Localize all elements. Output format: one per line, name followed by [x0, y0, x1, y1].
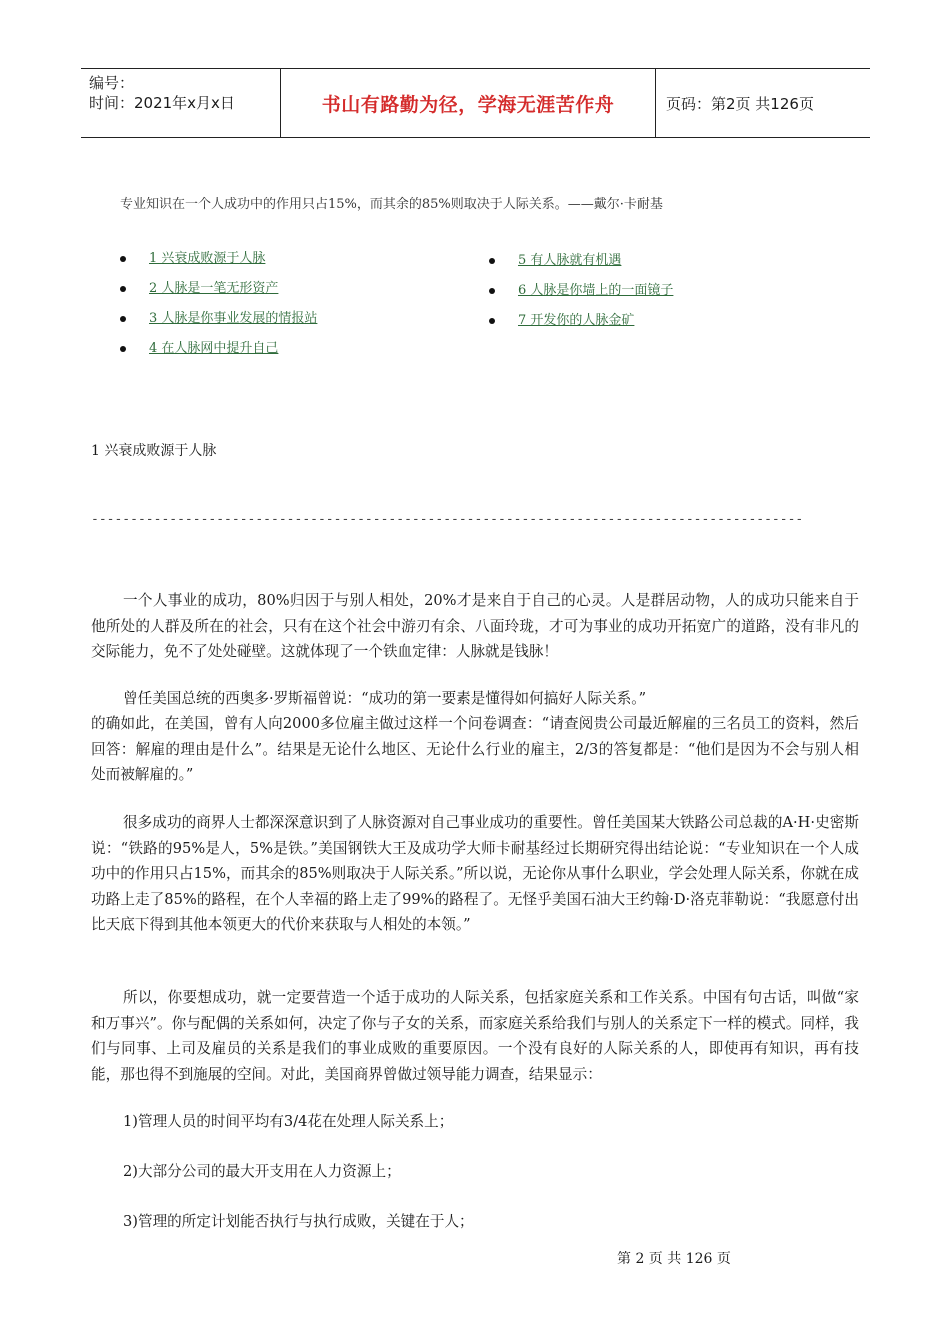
page-header — [81, 68, 870, 138]
toc-link[interactable]: 1 兴衰成败源于人脉 — [149, 251, 266, 266]
toc-item[interactable] — [518, 276, 673, 306]
bullet-icon — [489, 318, 495, 324]
toc-item[interactable] — [149, 274, 317, 304]
toc-link[interactable]: 7 开发你的人脉金矿 — [518, 313, 635, 328]
toc-item[interactable] — [149, 304, 317, 334]
toc-link[interactable]: 2 人脉是一笔无形资产 — [149, 281, 279, 296]
bullet-icon — [489, 288, 495, 294]
toc-item[interactable] — [149, 244, 317, 274]
section-divider: ------------------------------------------------------------------------------------------- — [91, 512, 804, 527]
header-page-info: 页码：第2页 共126页 — [666, 94, 814, 113]
toc-link[interactable]: 4 在人脉网中提升自己 — [149, 341, 279, 356]
toc-link[interactable]: 3 人脉是你事业发展的情报站 — [149, 311, 318, 326]
bullet-icon — [120, 346, 126, 352]
list-paragraph: 2)大部分公司的最大开支用在人力资源上； — [123, 1163, 401, 1180]
bullet-icon — [489, 258, 495, 264]
time-label: 时间：2021年x月x日 — [89, 94, 235, 112]
body-paragraph: 所以，你要想成功，就一定要营造一个适于成功的人际关系，包括家庭关系和工作关系。中国有句古话，叫做“家和万事兴”。你与配偶的关系如何，决定了你与子女的关系，而家庭关系给我们与别人的关系定下一样的模式。同样，我们与同事、上司及雇员的关系是我们的事业成败的重要原因。一个没有良好的人际关系的人，即使再有知识，再有技能，那也得不到施展的空间。对此，美国商界曾做过领导能力调查，结果显示： — [91, 989, 859, 1083]
toc-link[interactable]: 6 人脉是你墙上的一面镜子 — [518, 283, 674, 298]
list-paragraph: 1)管理人员的时间平均有3/4花在处理人际关系上； — [123, 1113, 454, 1130]
toc-item[interactable] — [149, 334, 317, 364]
toc-item[interactable] — [518, 246, 673, 276]
header-motto: 书山有路勤为径，学海无涯苦作舟 — [281, 69, 656, 137]
body-paragraph: 很多成功的商界人士都深深意识到了人脉资源对自己事业成功的重要性。曾任美国某大铁路公司总裁的A·H·史密斯说：“铁路的95%是人，5%是铁。”美国钢铁大王及成功学大师卡耐基经过长期研究得出结论说：“专业知识在一个人成功中的作用只占15%，而其余的85%则取决于人际关系。”所以说，无论你从事什么职业，学会处理人际关系，你就在成功路上走了85%的路程，在个人幸福的路上走了99%的路程了。无怪乎美国石油大王约翰·D·洛克菲勒说：“我愿意付出比天底下得到其他本领更大的代价来获取与人相处的本领。” — [91, 814, 859, 934]
body-paragraph: 的确如此，在美国，曾有人向2000多位雇主做过这样一个问卷调查：“请查阅贵公司最近解雇的三名员工的资料，然后回答：解雇的理由是什么”。结果是无论什么地区、无论什么行业的雇主，2/3的答复都是：“他们是因为不会与别人相处而被解雇的。” — [91, 715, 859, 784]
number-label: 编号： — [89, 74, 135, 92]
page-footer: 第 2 页 共 126 页 — [617, 1251, 731, 1267]
toc-item[interactable] — [518, 306, 673, 336]
body-paragraph: 曾任美国总统的西奥多·罗斯福曾说：“成功的第一要素是懂得如何搞好人际关系。” — [123, 690, 647, 707]
epigraph-quote: 专业知识在一个人成功中的作用只占15%，而其余的85%则取决于人际关系。——戴尔·卡耐基 — [120, 197, 663, 212]
toc-link[interactable]: 5 有人脉就有机遇 — [518, 253, 622, 268]
body-paragraph: 一个人事业的成功，80%归因于与别人相处，20%才是来自于自己的心灵。人是群居动物，人的成功只能来自于他所处的人群及所在的社会，只有在这个社会中游刃有余、八面玲珑，才可为事业的成功开拓宽广的道路，没有非凡的交际能力，免不了处处碰壁。这就体现了一个铁血定律：人脉就是钱脉！ — [91, 592, 859, 661]
toc-right-list — [518, 246, 673, 336]
bullet-icon — [120, 316, 126, 322]
bullet-icon — [120, 286, 126, 292]
toc-left-list — [149, 244, 317, 364]
header-meta — [81, 69, 281, 137]
section-title: 1 兴衰成败源于人脉 — [91, 443, 217, 459]
list-paragraph: 3)管理的所定计划能否执行与执行成败，关键在于人； — [123, 1213, 474, 1230]
bullet-icon — [120, 256, 126, 262]
